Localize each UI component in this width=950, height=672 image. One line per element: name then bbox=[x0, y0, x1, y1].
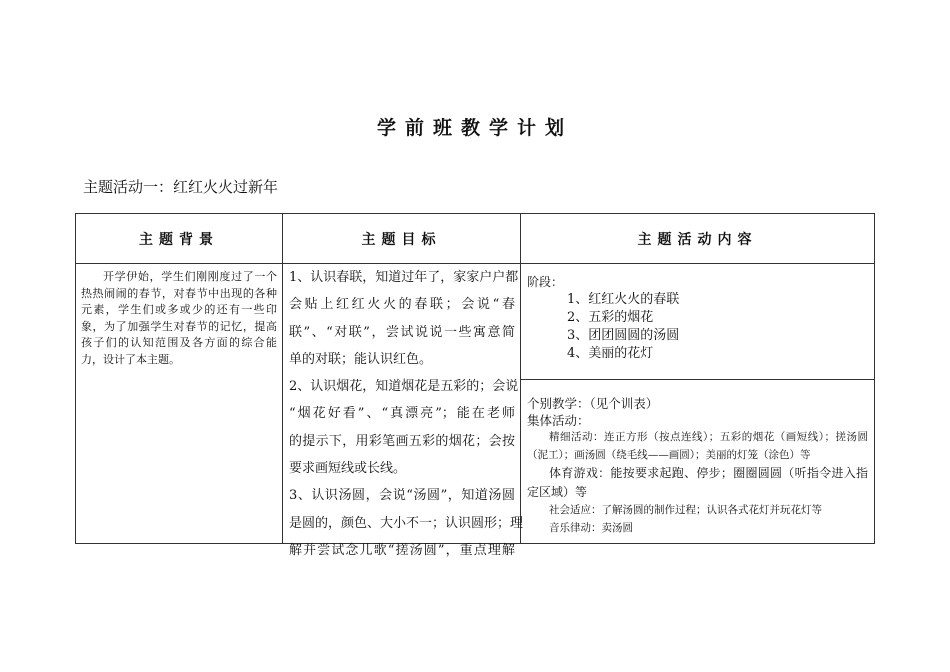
header-goals: 主题目标 bbox=[283, 214, 521, 264]
social-adaptation-activity: 社会适应：了解汤圆的制作过程；认识各式花灯并玩花灯等 bbox=[549, 504, 822, 516]
goal-line: 会贴上红红火火的春联；会说“春 bbox=[289, 297, 515, 313]
stage-item: 4、美丽的花灯 bbox=[567, 346, 654, 361]
individual-teaching: 个别教学：（见个训表） bbox=[527, 396, 659, 411]
goal-line: 单的对联；能认识红色。 bbox=[289, 351, 433, 367]
goal-line: 2、认识烟花，知道烟花是五彩的；会说 bbox=[289, 379, 519, 395]
theme-subtitle: 主题活动一：红红火火过新年 bbox=[83, 178, 279, 196]
goals-list bbox=[283, 264, 524, 558]
table-body-row bbox=[76, 264, 875, 544]
goal-line: “烟花好看”、“真漂亮”；能在老师 bbox=[289, 406, 515, 422]
stage-label: 阶段： bbox=[527, 275, 564, 289]
goals-cell bbox=[283, 264, 524, 558]
background-text: 开学伊始，学生们刚刚度过了一个热热闹闹的春节，对春节中出现的各种元素，学生们或多或少的还有一些印象，为了加强学生对春节的记忆，提高孩子们的认知范围及各方面的综合能力，设计了本主题。 bbox=[81, 270, 277, 366]
page-title: 学前班教学计划 bbox=[376, 117, 573, 139]
pe-game-activity: 体育游戏：能按要求起跑、停步；圈圈圆圆（听指令进入指定区域）等 bbox=[527, 466, 868, 499]
content-cell bbox=[521, 264, 875, 544]
goal-line: 1、认识春联，知道过年了，家家户户都 bbox=[289, 270, 519, 285]
goal-line: 联”、“对联”，尝试说说一些寓意简 bbox=[289, 324, 515, 340]
goal-line: 解并尝试念儿歌“搓汤圆”，重点理解 bbox=[289, 542, 515, 558]
plan-table bbox=[75, 213, 875, 558]
stage-section bbox=[521, 264, 874, 380]
goal-line: 3、认识汤圆，会说“汤圆”，知道汤圆 bbox=[289, 488, 515, 504]
goal-line: 是圆的，颜色、大小不一；认识圆形；理 bbox=[289, 515, 524, 531]
stage-item: 3、团团圆圆的汤圆 bbox=[567, 328, 680, 343]
background-cell bbox=[76, 264, 283, 544]
group-activity-label: 集体活动： bbox=[527, 412, 590, 428]
header-background: 主题背景 bbox=[76, 214, 283, 264]
music-activity: 音乐律动：卖汤圆 bbox=[549, 521, 633, 534]
header-content: 主题活动内容 bbox=[521, 214, 875, 264]
goal-line: 的提示下，用彩笔画五彩的烟花；会按 bbox=[289, 433, 515, 449]
goal-line: 要求画短线或长线。 bbox=[289, 461, 407, 477]
table-header-row bbox=[76, 214, 875, 264]
activities-section bbox=[521, 380, 874, 537]
fine-motor-activity: 精细活动：连正方形（按点连线）；五彩的烟花（画短线）；搓汤圆（泥工）；画汤圆（绕毛线——画圆）；美丽的灯笼（涂色）等 bbox=[527, 431, 868, 461]
stage-item: 2、五彩的烟花 bbox=[567, 310, 654, 325]
stage-item: 1、红红火火的春联 bbox=[567, 292, 680, 307]
